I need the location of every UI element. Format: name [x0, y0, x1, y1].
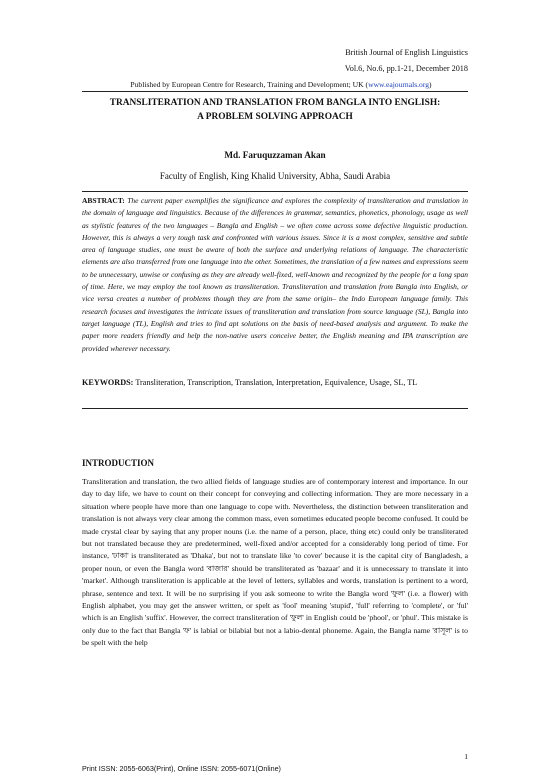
- abstract-divider: [82, 191, 468, 192]
- journal-volume: Vol.6, No.6, pp.1-21, December 2018: [344, 64, 468, 73]
- title-line-1: TRANSLITERATION AND TRANSLATION FROM BANGLA INTO ENGLISH:: [109, 98, 441, 108]
- author-affiliation: Faculty of English, King Khalid University, Abha, Saudi Arabia: [159, 171, 391, 181]
- author-name: Md. Faruquzzaman Akan: [224, 150, 326, 160]
- abstract-text: The current paper exemplifies the significance and explores the complexity of transliteration and translation in the domain of language and linguistics. Because of the differences in grammar, semantics, phonetics, phonology, usage as well as stylistic features of the two languages – Bangla and English – we often come across some defective linguistic production. However, this is always a very tough task and confronted with various issues. Since it is a most complex, sensitive and subtle area of language studies, one must be aware of both the surface and underlying relations of language. The characteristic elements are also transferred from one language into the other. Sometimes, the translation of a few names and expressions seem to be unnecessary, unwise or confusing as they are already well-fixed, well-known and recognized by the people for a long span of time. Here, we may employ the tool known as transliteration. Transliteration and translation from Bangla into English, or vice versa creates a number of problems though they are from the same origin– the Indo European language family. This research focuses and investigates the intricate issues of transliteration and translation from source language (SL), Bangla into target language (TL), English and tries to find apt solutions on the basis of need-based analysis and argument. To make the paper more readers friendly and help the non-native users conceive better, the English meaning and IPA transcription are provided wherever necessary.: [82, 196, 468, 353]
- abstract-label: ABSTRACT:: [82, 196, 125, 205]
- keywords-label: KEYWORDS:: [82, 378, 134, 387]
- publisher-line: [94, 79, 468, 90]
- footer-issn: Print ISSN: 2055-6063(Print), Online ISSN: 2055-6071(Online): [82, 764, 281, 773]
- page-number: 1: [464, 752, 468, 761]
- header-divider: [82, 91, 468, 92]
- publisher-link[interactable]: www.eajournals.org: [368, 80, 430, 89]
- paper-title: [82, 96, 468, 124]
- title-line-2: A PROBLEM SOLVING APPROACH: [197, 112, 353, 122]
- introduction-text: Transliteration and translation, the two allied fields of language studies are of contemporary interest and importance. In our day to day life, we have to count on their concept for conveying and collecting information. They are more necessary in a situation where people have more than one language to cope with. Nevertheless, the distinction between transliteration and translation is not always very clear among the common mass, even sometimes educated people become confused. It could be made crystal clear by saying that any proper nouns (i.e. the name of a person, place, thing etc) could only be transliterated but not translated because they are predetermined, well-fixed and/or accepted for a considerably long period of time. For instance, 'ঢাকা' is transliterated as 'Dhaka', but not to translate like 'to cover' because it is the capital city of Bangladesh, a proper noun, or even the Bangla word 'বাজার' should be transliterated as 'bazaar' and it is unnecessary to translate it into 'market'. Although transliteration is applicable at the level of letters, syllables and words, translation is pertinent to a word, phrase, sentence and text. It will be no surprising if you ask someone to write the Bangla word 'ফুল' (i.e. a flower) with English alphabet, you may get the answer written, or spelt as 'fool' meaning 'stupid', 'full' referring to 'complete', or 'ful' which is an English 'suffix'. However, the correct transliteration of 'ফুল' in English could be 'phool', or 'phul'. This mistake is only due to the fact that Bangla 'ফ' is labial or bilabial but not a labio-dental phoneme. Again, the Bangla name 'রাসূল' is to be spelt with the help: [82, 477, 468, 648]
- publisher-suffix: ): [429, 80, 432, 89]
- introduction-heading: INTRODUCTION: [82, 458, 155, 468]
- keywords-text: Transliteration, Transcription, Translation, Interpretation, Equivalence, Usage, SL, TL: [135, 378, 418, 387]
- keywords: [82, 376, 468, 389]
- keywords-divider: [82, 408, 468, 409]
- publisher-prefix: Published by European Centre for Research, Training and Development; UK (: [130, 80, 369, 89]
- abstract: [82, 195, 468, 355]
- journal-name: British Journal of English Linguistics: [345, 48, 468, 57]
